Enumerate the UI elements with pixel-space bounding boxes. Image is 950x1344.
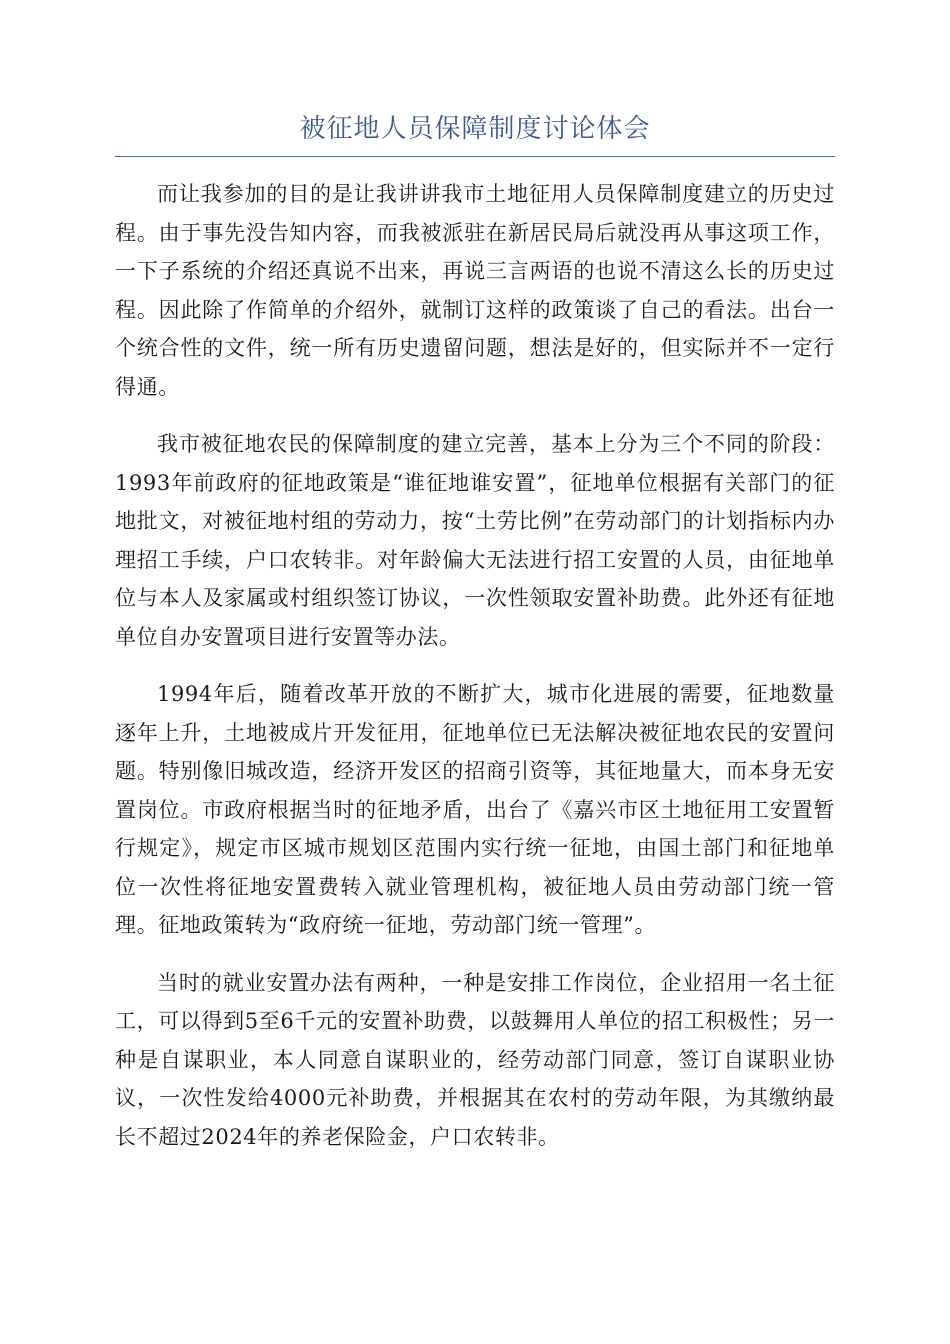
document-title: 被征地人员保障制度讨论体会	[299, 114, 651, 144]
paragraph-1: 而让我参加的目的是让我讲讲我市土地征用人员保障制度建立的历史过程。由于事先没告知内容，而我被派驻在新居民局后就没再从事这项工作，一下子系统的介绍还真说不出来，再说三言两语的也说不清这么长的历史过程。因此除了作简单的介绍外，就制订这样的政策谈了自己的看法。出台一个统合性的文件，统一所有历史遗留问题，想法是好的，但实际并不一定行得通。	[115, 182, 835, 399]
paragraph-2: 我市被征地农民的保障制度的建立完善，基本上分为三个不同的阶段：1993年前政府的征地政策是“谁征地谁安置”，征地单位根据有关部门的征地批文，对被征地村组的劳动力，按“土劳比例”在劳动部门的计划指标内办理招工手续，户口农转非。对年龄偏大无法进行招工安置的人员，由征地单位与本人及家属或村组织签订协议，一次性领取安置补助费。此外还有征地单位自办安置项目进行安置等办法。	[115, 432, 835, 649]
paragraph-3: 1994年后，随着改革开放的不断扩大，城市化进展的需要，征地数量逐年上升，土地被成片开发征用，征地单位已无法解决被征地农民的安置问题。特别像旧城改造，经济开发区的招商引资等，其征地量大，而本身无安置岗位。市政府根据当时的征地矛盾，出台了《嘉兴市区土地征用工安置暂行规定》，规定市区城市规划区范围内实行统一征地，由国土部门和征地单位一次性将征地安置费转入就业管理机构，被征地人员由劳动部门统一管理。征地政策转为“政府统一征地，劳动部门统一管理”。	[115, 682, 835, 937]
title-block	[115, 112, 835, 157]
paragraph-4: 当时的就业安置办法有两种，一种是安排工作岗位，企业招用一名土征工，可以得到5至6千元的安置补助费，以鼓舞用人单位的招工积极性；另一种是自谋职业，本人同意自谋职业的，经劳动部门同意，签订自谋职业协议，一次性发给4000元补助费，并根据其在农村的劳动年限，为其缴纳最长不超过2024年的养老保险金，户口农转非。	[115, 970, 835, 1149]
document-body	[115, 175, 835, 1175]
